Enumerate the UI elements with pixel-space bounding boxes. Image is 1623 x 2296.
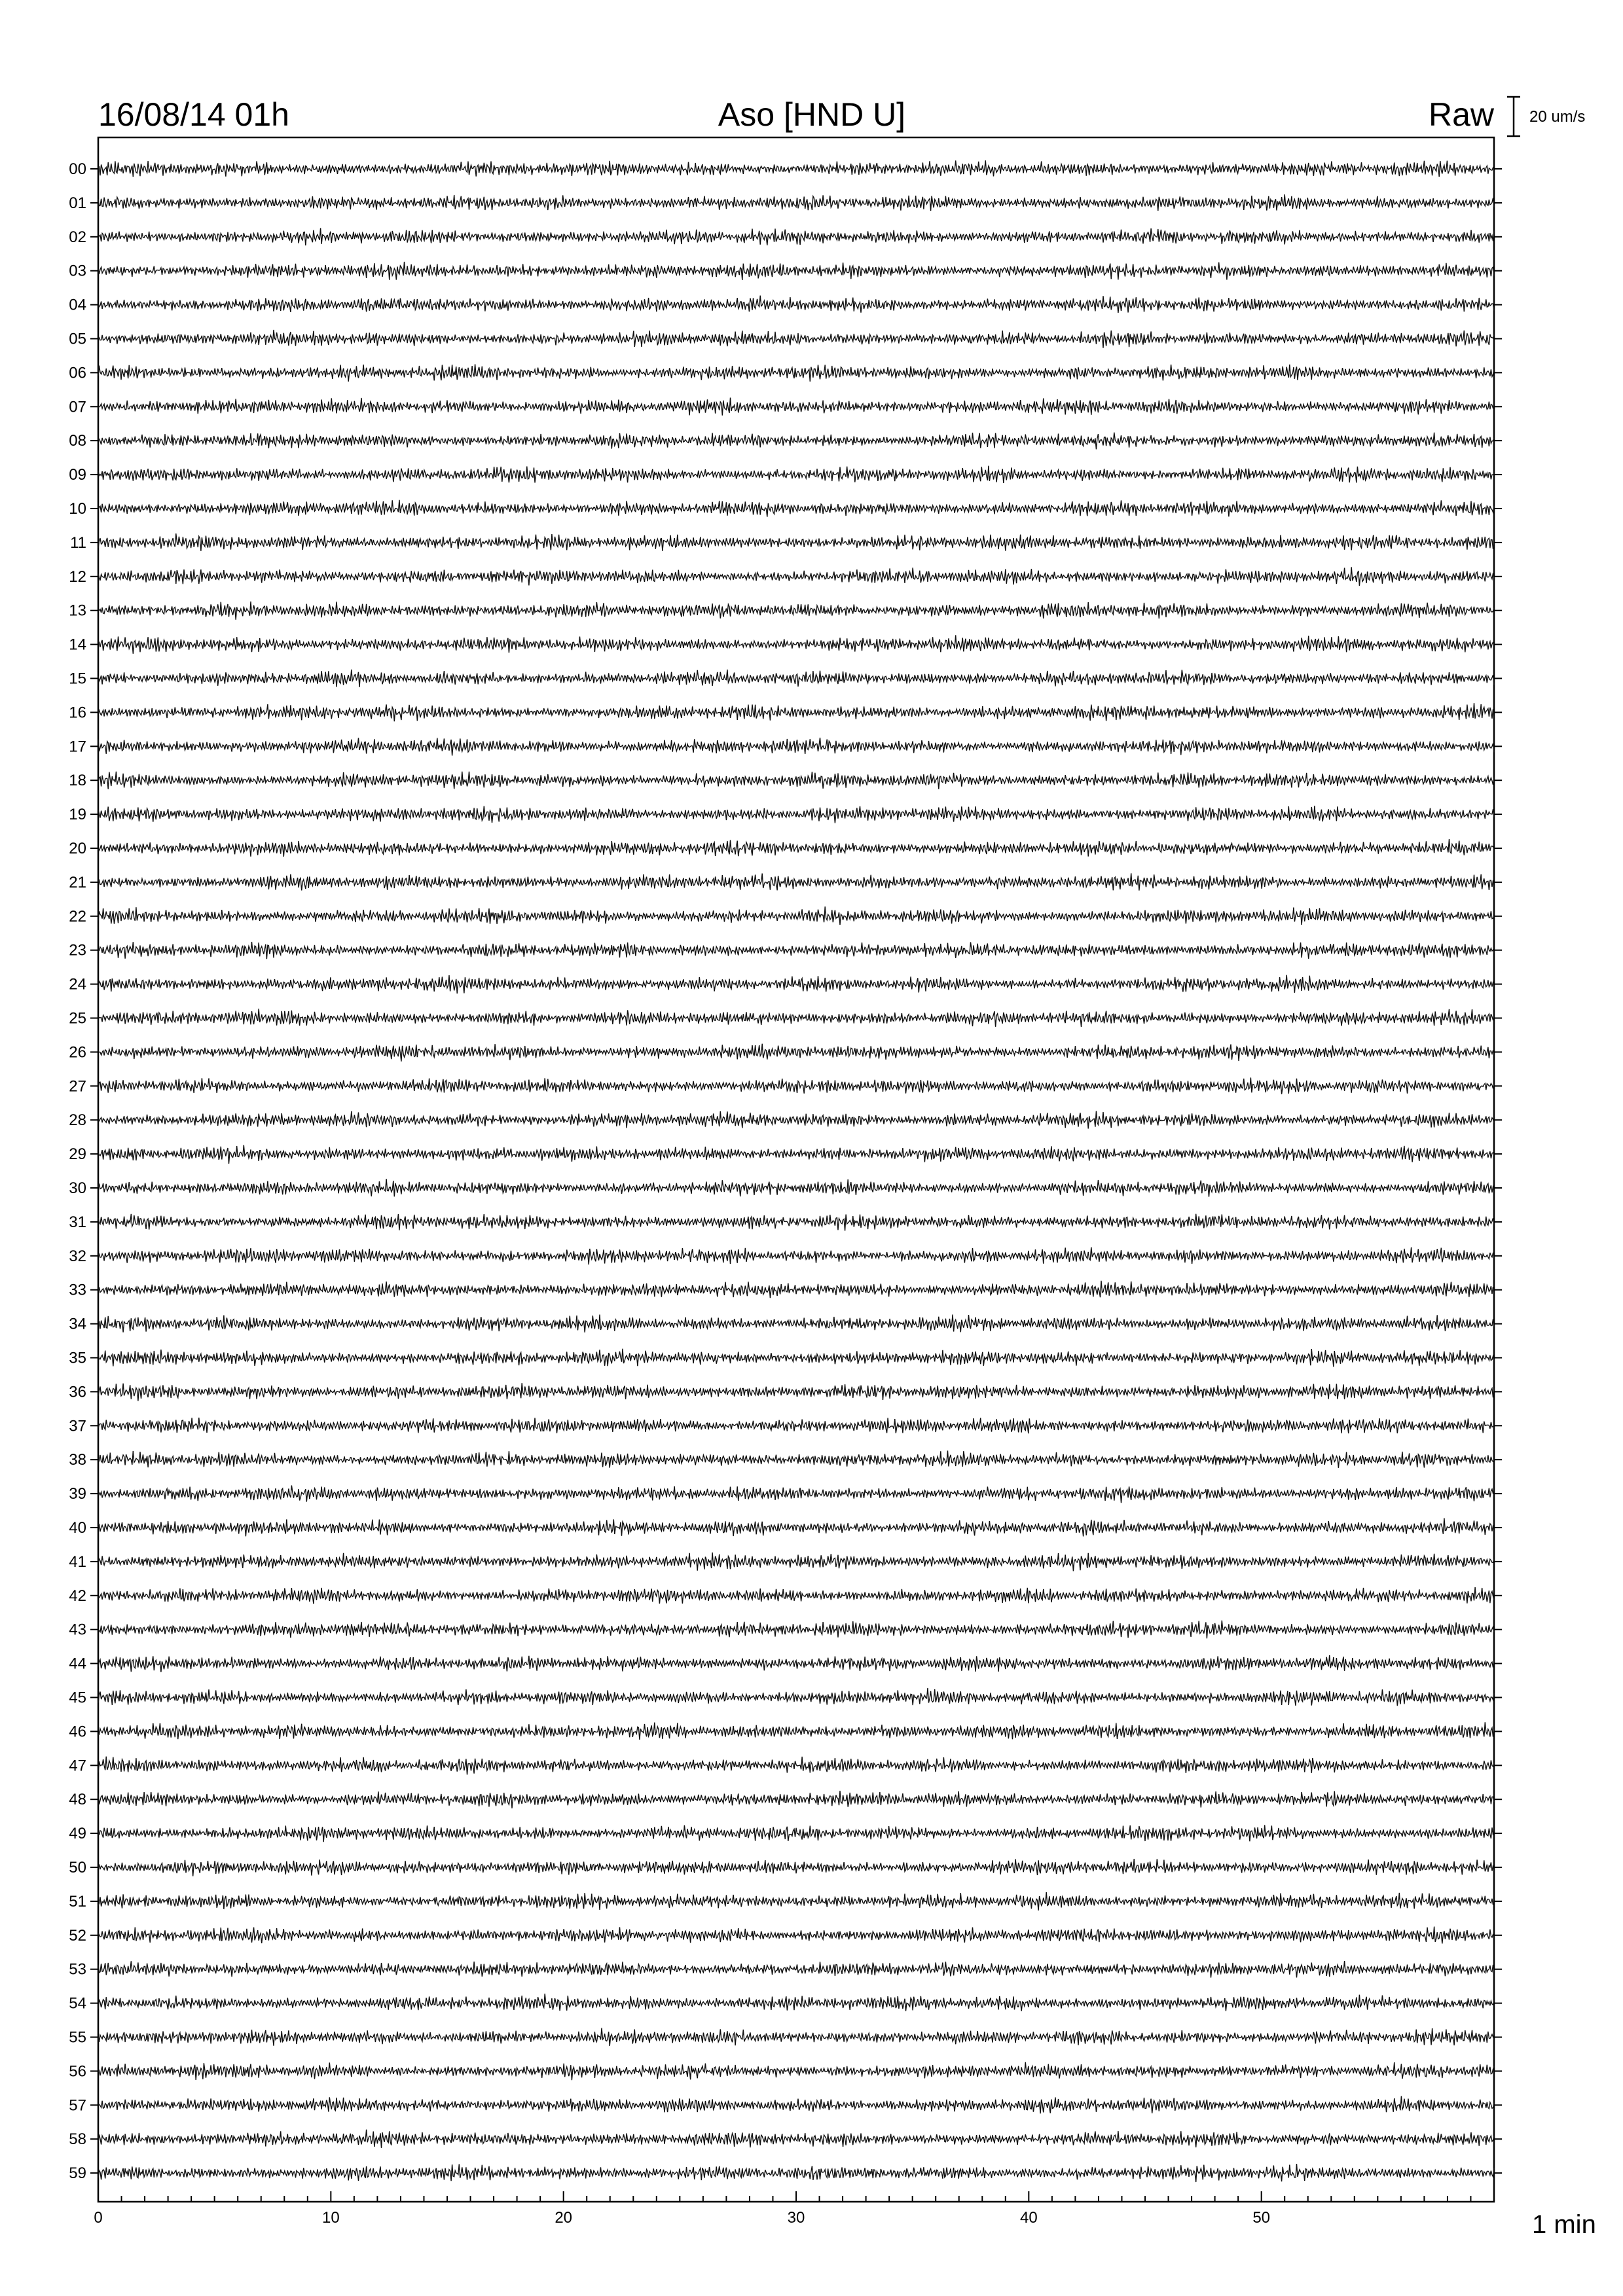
trace-row-00 <box>98 160 1494 177</box>
row-label-11: 11 <box>70 533 86 552</box>
trace-row-14 <box>98 635 1494 653</box>
trace-row-52 <box>98 1927 1494 1944</box>
x-tick-label-50: 50 <box>1252 2209 1271 2227</box>
trace-row-39 <box>98 1486 1494 1503</box>
row-label-56: 56 <box>69 2062 86 2081</box>
plot-frame <box>98 137 1494 2202</box>
scale-bar-label: 20 um/s <box>1529 108 1586 126</box>
trace-row-47 <box>98 1757 1494 1775</box>
trace-row-01 <box>98 194 1494 211</box>
row-label-42: 42 <box>69 1587 86 1605</box>
trace-row-45 <box>98 1688 1494 1706</box>
trace-row-29 <box>98 1145 1494 1164</box>
trace-row-25 <box>98 1009 1494 1027</box>
row-label-38: 38 <box>69 1451 86 1469</box>
row-label-46: 46 <box>69 1723 86 1741</box>
trace-row-12 <box>98 567 1494 586</box>
x-tick-label-40: 40 <box>1019 2209 1038 2227</box>
row-label-54: 54 <box>69 1994 86 2013</box>
row-label-48: 48 <box>69 1791 86 1809</box>
trace-row-07 <box>98 398 1494 416</box>
trace-row-20 <box>98 839 1494 857</box>
trace-row-55 <box>98 2028 1494 2046</box>
trace-row-49 <box>98 1825 1494 1842</box>
row-label-52: 52 <box>69 1926 86 1945</box>
row-label-49: 49 <box>69 1825 86 1843</box>
trace-row-27 <box>98 1077 1494 1094</box>
row-label-06: 06 <box>69 364 86 382</box>
row-label-13: 13 <box>69 601 86 620</box>
row-label-51: 51 <box>69 1892 86 1910</box>
row-label-36: 36 <box>69 1383 86 1401</box>
trace-row-48 <box>98 1791 1494 1808</box>
trace-row-58 <box>98 2130 1494 2148</box>
trace-row-28 <box>98 1111 1494 1129</box>
row-label-01: 01 <box>69 194 86 212</box>
row-label-04: 04 <box>69 296 86 314</box>
row-label-40: 40 <box>69 1519 86 1537</box>
trace-row-03 <box>98 262 1494 280</box>
row-label-57: 57 <box>69 2096 86 2115</box>
trace-row-53 <box>98 1961 1494 1978</box>
trace-row-35 <box>98 1349 1494 1367</box>
row-label-09: 09 <box>69 466 86 484</box>
trace-row-16 <box>98 703 1494 721</box>
trace-row-04 <box>98 296 1494 313</box>
row-label-55: 55 <box>69 2028 86 2047</box>
trace-row-36 <box>98 1383 1494 1401</box>
trace-row-21 <box>98 873 1494 890</box>
trace-row-50 <box>98 1859 1494 1876</box>
row-label-41: 41 <box>69 1552 86 1571</box>
trace-row-40 <box>98 1518 1494 1536</box>
row-label-30: 30 <box>69 1179 86 1197</box>
row-label-25: 25 <box>69 1009 86 1028</box>
x-tick-label-10: 10 <box>321 2209 340 2227</box>
row-label-08: 08 <box>69 432 86 450</box>
row-label-58: 58 <box>69 2130 86 2149</box>
row-label-03: 03 <box>69 262 86 280</box>
chart-datetime: 16/08/14 01h <box>98 96 289 133</box>
row-label-07: 07 <box>69 398 86 416</box>
trace-row-31 <box>98 1214 1494 1231</box>
trace-row-22 <box>98 906 1494 925</box>
trace-row-37 <box>98 1418 1494 1433</box>
row-label-18: 18 <box>69 772 86 790</box>
row-label-27: 27 <box>69 1077 86 1096</box>
row-label-15: 15 <box>69 670 86 688</box>
trace-row-18 <box>98 772 1494 789</box>
row-label-19: 19 <box>69 806 86 824</box>
row-label-29: 29 <box>69 1145 86 1164</box>
trace-row-42 <box>98 1587 1494 1604</box>
x-tick-label-20: 20 <box>555 2209 573 2227</box>
row-label-47: 47 <box>69 1757 86 1775</box>
row-label-45: 45 <box>69 1689 86 1707</box>
trace-row-09 <box>98 466 1494 483</box>
trace-row-19 <box>98 806 1494 823</box>
trace-row-17 <box>98 738 1494 755</box>
row-label-10: 10 <box>69 500 86 518</box>
chart-mode-label: Raw <box>1428 96 1494 133</box>
trace-row-43 <box>98 1621 1494 1639</box>
row-label-17: 17 <box>69 738 86 756</box>
trace-row-08 <box>98 433 1494 450</box>
trace-row-02 <box>98 228 1494 245</box>
trace-row-30 <box>98 1179 1494 1196</box>
row-label-37: 37 <box>69 1417 86 1435</box>
row-label-00: 00 <box>69 160 86 178</box>
row-label-16: 16 <box>69 704 86 722</box>
row-label-layer <box>69 160 1502 2182</box>
trace-row-51 <box>98 1892 1494 1910</box>
row-label-59: 59 <box>69 2164 86 2183</box>
x-axis-label: 1 min <box>1532 2210 1596 2239</box>
trace-row-44 <box>98 1655 1494 1672</box>
row-label-35: 35 <box>69 1349 86 1367</box>
x-tick-label-0: 0 <box>94 2209 103 2227</box>
row-label-32: 32 <box>69 1247 86 1265</box>
trace-row-10 <box>98 500 1494 517</box>
row-label-50: 50 <box>69 1859 86 1876</box>
row-label-14: 14 <box>69 636 86 654</box>
trace-row-24 <box>98 975 1494 994</box>
trace-row-41 <box>98 1552 1494 1571</box>
row-label-20: 20 <box>69 840 86 857</box>
trace-row-54 <box>98 1994 1494 2011</box>
trace-row-32 <box>98 1247 1494 1265</box>
trace-row-46 <box>98 1722 1494 1740</box>
chart-title: Aso [HND U] <box>718 96 906 133</box>
trace-row-57 <box>98 2096 1494 2114</box>
trace-row-33 <box>98 1281 1494 1298</box>
row-label-28: 28 <box>69 1111 86 1130</box>
row-label-39: 39 <box>69 1485 86 1503</box>
row-label-23: 23 <box>69 941 86 960</box>
row-label-12: 12 <box>69 567 86 586</box>
trace-row-05 <box>98 330 1494 348</box>
x-tick-label-30: 30 <box>787 2209 805 2227</box>
row-label-33: 33 <box>69 1281 86 1299</box>
trace-row-26 <box>98 1044 1494 1062</box>
trace-row-59 <box>98 2164 1494 2182</box>
row-label-21: 21 <box>69 873 86 891</box>
row-label-43: 43 <box>69 1621 86 1639</box>
scale-bar <box>1507 97 1585 136</box>
trace-row-11 <box>98 533 1494 551</box>
row-label-22: 22 <box>69 907 86 925</box>
row-label-53: 53 <box>69 1960 86 1979</box>
trace-row-38 <box>98 1450 1494 1467</box>
row-label-24: 24 <box>69 975 86 994</box>
trace-row-06 <box>98 364 1494 382</box>
row-label-26: 26 <box>69 1043 86 1062</box>
row-label-05: 05 <box>69 330 86 348</box>
x-axis <box>94 2191 1494 2227</box>
trace-row-56 <box>98 2062 1494 2081</box>
row-label-02: 02 <box>69 228 86 246</box>
trace-layer <box>98 160 1494 2182</box>
row-label-31: 31 <box>69 1213 86 1231</box>
trace-row-34 <box>98 1315 1494 1333</box>
trace-row-15 <box>98 670 1494 687</box>
trace-row-23 <box>98 942 1494 959</box>
trace-row-13 <box>98 601 1494 620</box>
row-label-44: 44 <box>69 1655 86 1673</box>
row-label-34: 34 <box>69 1315 86 1333</box>
